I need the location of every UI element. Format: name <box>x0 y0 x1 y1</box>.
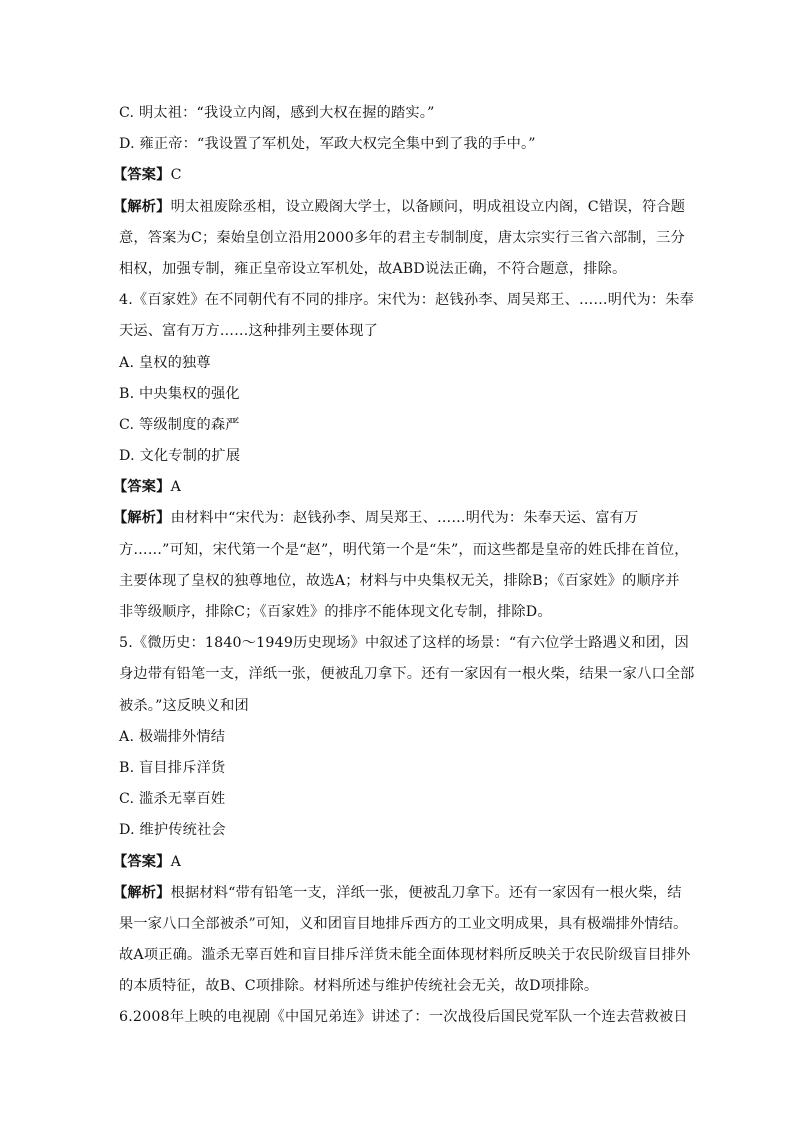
analysis-tag: 【解析】 <box>113 510 171 527</box>
analysis-text: 由材料中“宋代为：赵钱孙李、周吴郑王、……明代为：朱奉天运、富有万 <box>170 510 639 527</box>
q5-answer <box>113 847 679 878</box>
q5-option-a: A. 极端排外情结 <box>119 728 226 745</box>
answer-tag: 【答案】 <box>113 479 171 496</box>
q3-analysis-line: 相权，加强专制，雍正皇帝设立军机处，故ABD说法正确，不符合题意，排除。 <box>119 260 627 277</box>
q3-answer <box>113 160 679 191</box>
q5-option-b: B. 盲目排斥洋货 <box>119 759 226 776</box>
q4-option-c: C. 等级制度的森严 <box>119 416 240 433</box>
q4-option-d: D. 文化专制的扩展 <box>119 448 241 465</box>
analysis-text: 根据材料“带有铅笔一支，洋纸一张，便被乱刀拿下。还有一家因有一根火柴，结 <box>170 884 682 901</box>
answer-value: A <box>170 853 182 870</box>
q5-option-c: C. 滥杀无辜百姓 <box>119 791 226 808</box>
q5-analysis-line: 的本质特征，故B、C项排除。材料所述与维护传统社会无关，故D项排除。 <box>119 978 599 995</box>
q6-stem-line: 6.2008年上映的电视剧《中国兄弟连》讲述了：一次战役后国民党军队一个连去营救被日 <box>119 1009 688 1026</box>
q5-stem-line: 5.《微历史：1840～1949历史现场》中叙述了这样的场景：“有六位学士路遇义和团，因 <box>119 635 689 652</box>
q4-analysis-line <box>113 503 679 534</box>
answer-value: C <box>170 167 182 184</box>
q4-analysis-line: 主要体现了皇权的独尊地位，故选A；材料与中央集权无关，排除B；《百家姓》的顺序并 <box>119 572 680 589</box>
q3-analysis-line <box>113 192 686 223</box>
q4-analysis-line: 非等级顺序，排除C；《百家姓》的排序不能体现文化专制，排除D。 <box>119 604 552 620</box>
analysis-text: 明太祖废除丞相，设立殿阁大学士，以备顾问，明成祖设立内阁，C错误，符合题 <box>170 198 686 215</box>
answer-tag: 【答案】 <box>113 853 171 870</box>
document-page <box>113 98 695 1034</box>
answer-tag: 【答案】 <box>113 167 171 184</box>
q4-analysis-line: 方……”可知，宋代第一个是“赵”，明代第一个是“朱”，而这些都是皇帝的姓氏排在首位， <box>119 541 689 558</box>
q5-analysis-line: 果一家八口全部被杀”可知，义和团盲目地排斥西方的工业文明成果，具有极端排外情结。 <box>119 915 688 932</box>
q4-option-a: A. 皇权的独尊 <box>119 354 211 371</box>
q5-option-d: D. 维护传统社会 <box>119 822 226 839</box>
analysis-tag: 【解析】 <box>113 884 171 901</box>
analysis-tag: 【解析】 <box>113 198 171 215</box>
q3-option-d: D. 雍正帝：“我设置了军机处，军政大权完全集中到了我的手中。” <box>119 136 536 153</box>
q3-analysis-line: 意，答案为C；秦始皇创立沿用2000多年的君主专制制度，唐太宗实行三省六部制，三分 <box>119 229 685 246</box>
answer-value: A <box>170 479 182 496</box>
q4-stem-line: 天运、富有万方……这种排列主要体现了 <box>119 323 378 340</box>
q5-stem-line: 被杀。”这反映义和团 <box>119 697 249 714</box>
q4-answer <box>113 472 679 503</box>
q5-stem-line: 身边带有铅笔一支，洋纸一张，便被乱刀拿下。还有一家因有一根火柴，结果一家八口全部 <box>119 666 695 683</box>
q5-analysis-line: 故A项正确。滥杀无辜百姓和盲目排斥洋货未能全面体现材料所反映关于农民阶级盲目排外 <box>119 947 691 964</box>
q4-stem-line: 4.《百家姓》在不同朝代有不同的排序。宋代为：赵钱孙李、周吴郑王、……明代为：朱奉 <box>119 292 695 309</box>
q3-option-c: C. 明太祖：“我设立内阁，感到大权在握的踏实。” <box>119 105 435 121</box>
q4-option-b: B. 中央集权的强化 <box>119 385 240 402</box>
q5-analysis-line <box>113 878 682 909</box>
